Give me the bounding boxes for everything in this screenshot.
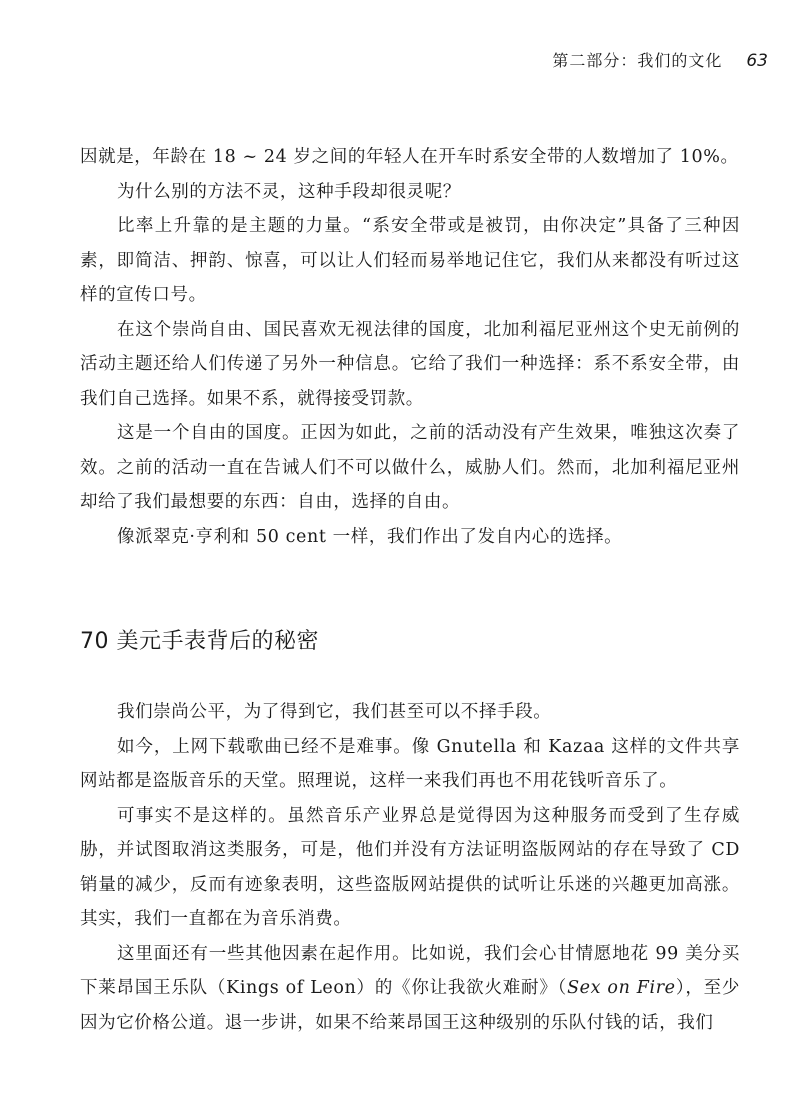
body-text-bottom xyxy=(80,695,740,1040)
paragraph: 为什么别的方法不灵，这种手段却很灵呢？ xyxy=(117,181,461,202)
paragraph: 因就是，年龄在 18 ~ 24 岁之间的年轻人在开车时系安全带的人数增加了 10%。 xyxy=(80,147,739,167)
page-number: 63 xyxy=(746,51,768,71)
paragraph: 像派翠克·亨利和 50 cent 一样，我们作出了发自内心的选择。 xyxy=(117,526,623,547)
paragraph: 我们崇尚公平，为了得到它，我们甚至可以不择手段。 xyxy=(117,702,552,722)
section-title: 70 美元手表背后的秘密 xyxy=(80,629,319,654)
paragraph: 这是一个自由的国度。正因为如此，之前的活动没有产生效果，唯独这次奏了效。之前的活动一直在告诫人们不可以做什么，威胁人们。然而，北加利福尼亚州却给了我们最想要的东西：自由，选择的自由。 xyxy=(80,423,740,512)
running-head xyxy=(552,48,768,71)
paragraph-text: ），至少因为它价格公道。退一步讲，如果不给莱昂国王这种级别的乐队付钱的话，我们 xyxy=(80,978,740,1033)
running-head-section: 第二部分：我们的文化 xyxy=(552,51,723,70)
paragraph: 比率上升靠的是主题的力量。“系安全带或是被罚，由你决定”具备了三种因素，即简洁、押韵、惊喜，可以让人们轻而易举地记住它，我们从来都没有听过这样的宣传口号。 xyxy=(80,216,740,305)
song-title-italic: Sex on Fire xyxy=(567,978,676,998)
paragraph xyxy=(80,937,740,1041)
paragraph: 可事实不是这样的。虽然音乐产业界总是觉得因为这种服务而受到了生存威胁，并试图取消这类服务，可是，他们并没有方法证明盗版网站的存在导致了 CD 销量的减少，反而有迹象表明，这些盗版网站提供的试听让乐迷的兴趣更加高涨。其实，我们一直都在为音乐消费。 xyxy=(80,805,740,929)
paragraph: 如今，上网下载歌曲已经不是难事。像 Gnutella 和 Kazaa 这样的文件共享网站都是盗版音乐的天堂。照理说，这样一来我们再也不用花钱听音乐了。 xyxy=(80,736,740,791)
body-text-top xyxy=(80,140,740,554)
paragraph: 在这个崇尚自由、国民喜欢无视法律的国度，北加利福尼亚州这个史无前例的活动主题还给人们传递了另外一种信息。它给了我们一种选择：系不系安全带，由我们自己选择。如果不系，就得接受罚款。 xyxy=(80,319,740,409)
paragraph-text: 这里面还有一些其他因素在起作用。比如说，我们会心甘情愿地花 99 美分买下莱昂国王乐队（Kings of Leon）的《你让我欲火难耐》（ xyxy=(80,943,740,998)
